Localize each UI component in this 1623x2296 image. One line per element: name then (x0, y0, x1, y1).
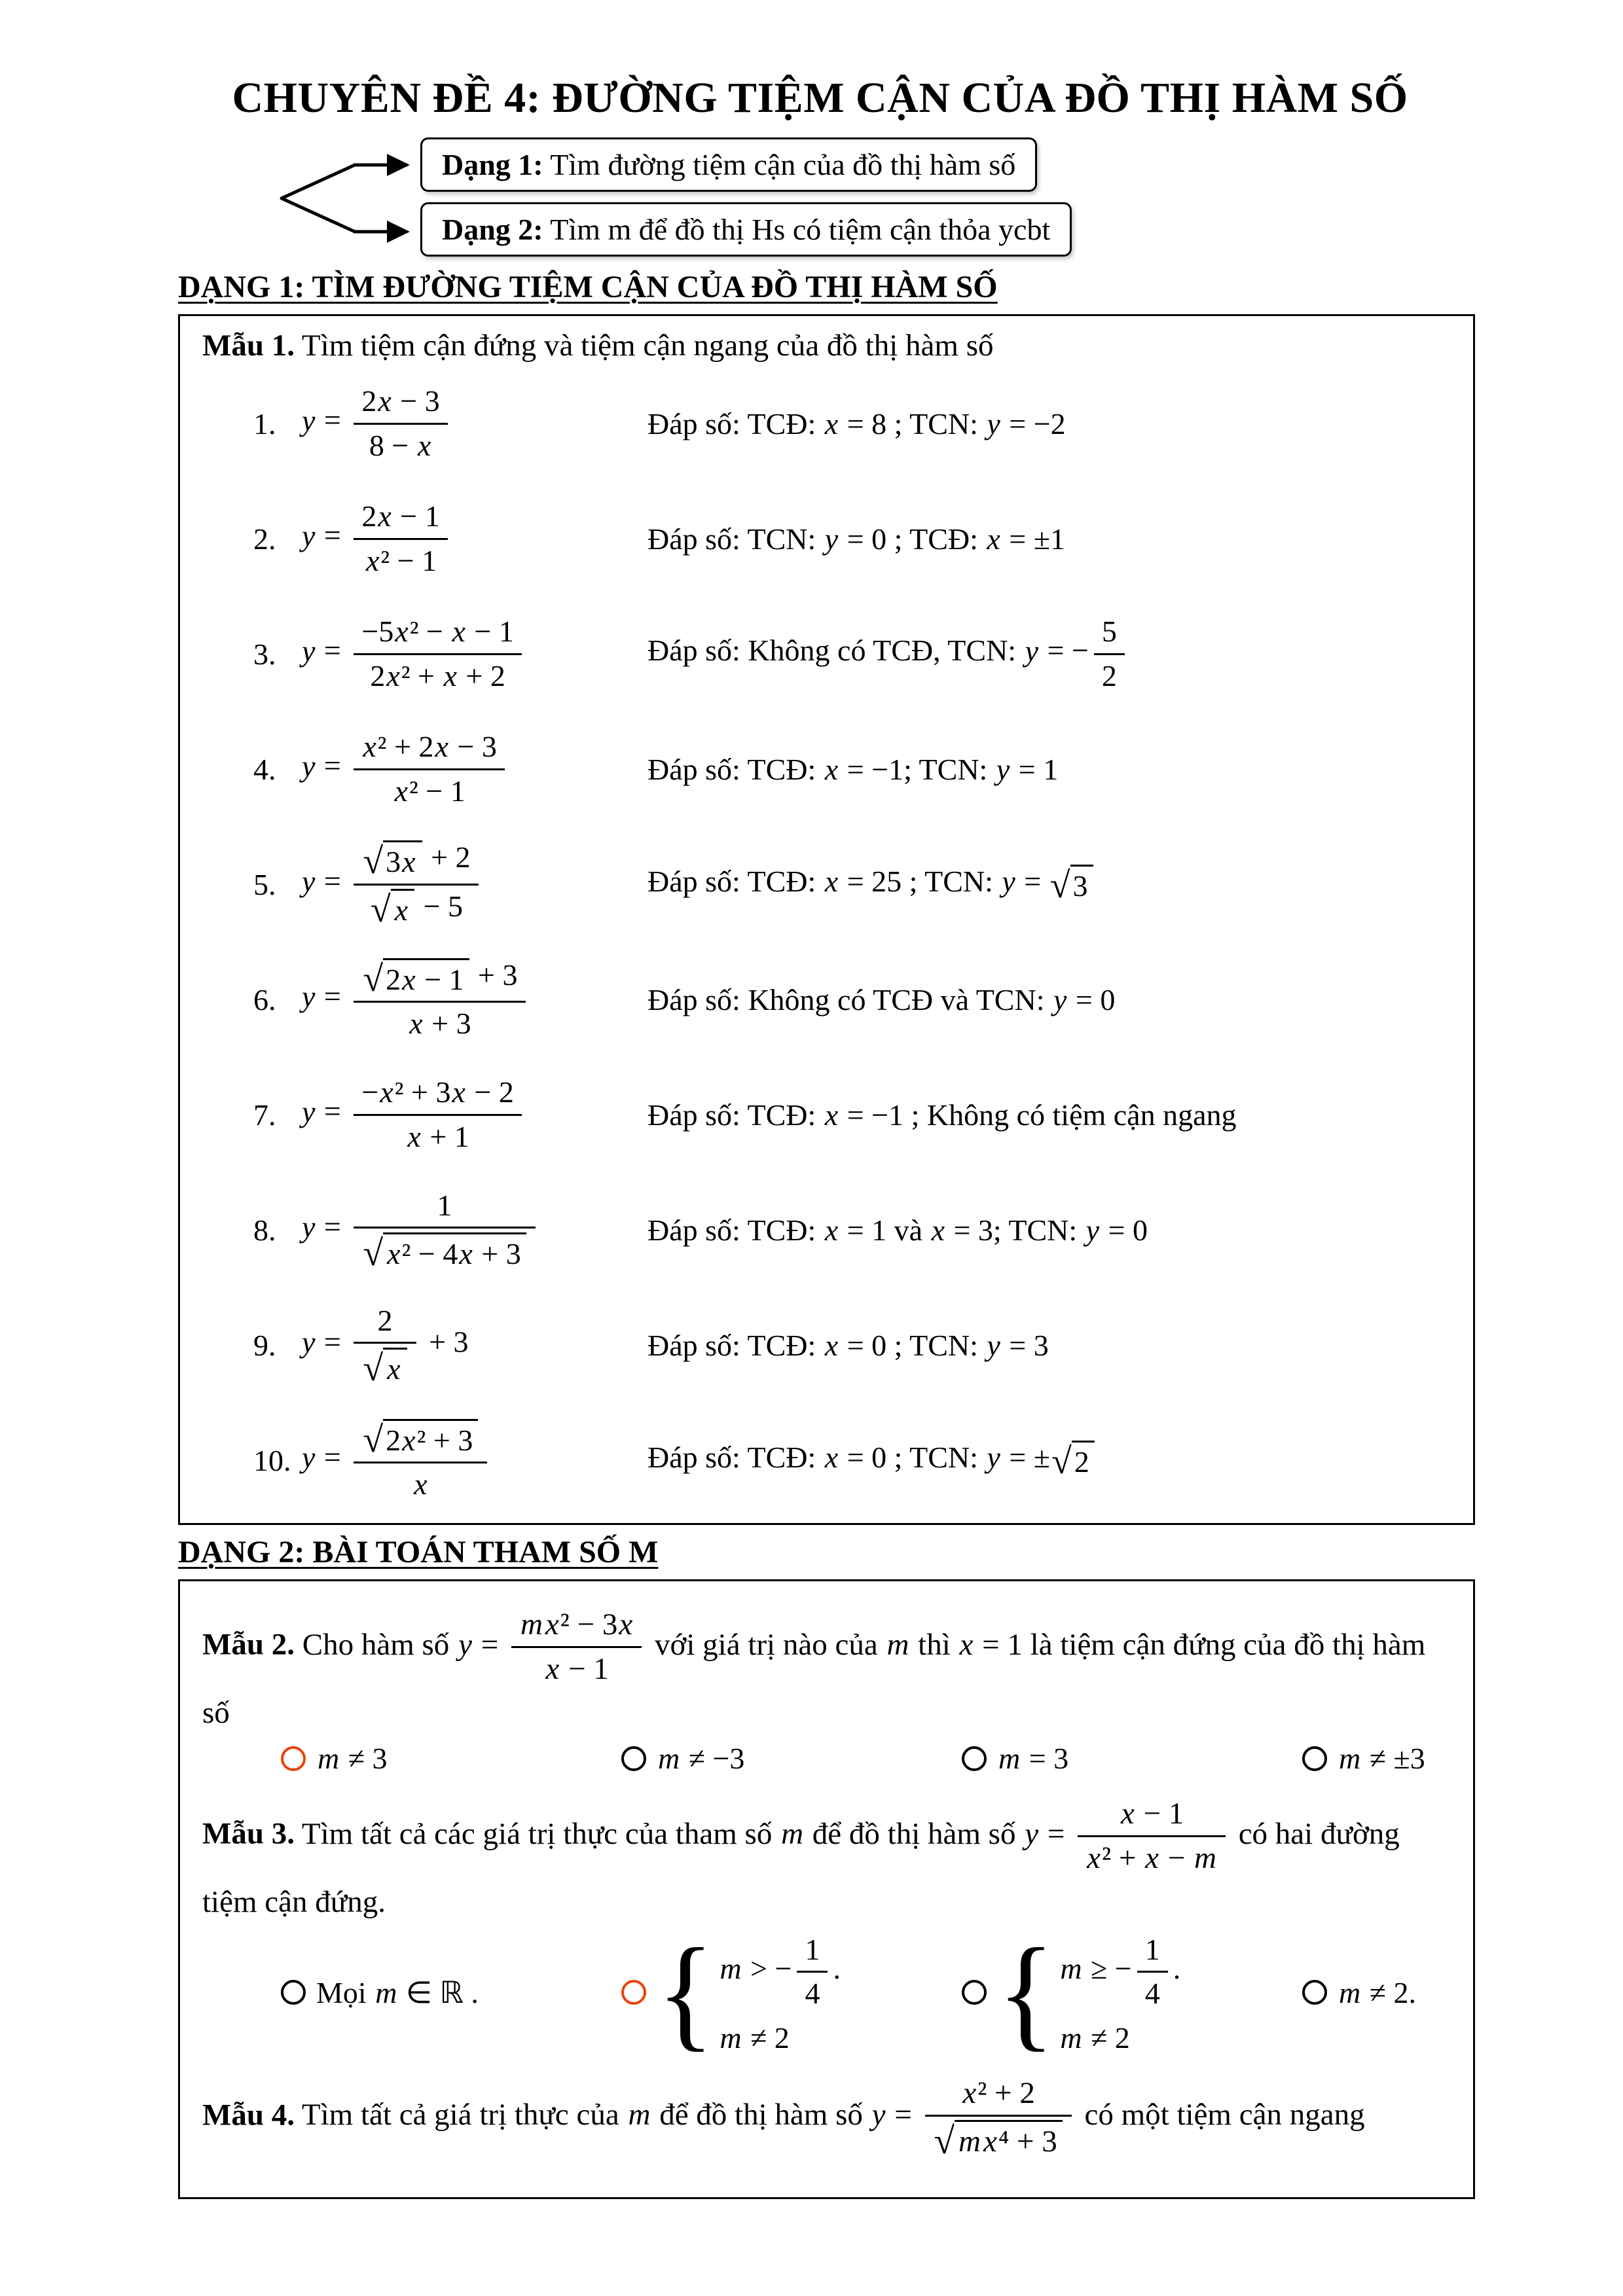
problem-answer: Đáp số: TCN: y = 0 ; TCĐ: x = ±1 (647, 522, 1065, 556)
option-circle-icon (621, 1746, 646, 1771)
problem-answer: Đáp số: TCĐ: x = −1; TCN: y = 1 (647, 752, 1059, 786)
page-title: CHUYÊN ĐỀ 4: ĐƯỜNG TIỆM CẬN CỦA ĐỒ THỊ HÀM SỐ (232, 74, 1408, 122)
problem-answer: Đáp số: Không có TCĐ và TCN: y = 0 (647, 982, 1116, 1016)
option-circle-icon (962, 1980, 987, 2005)
dang1-summary-box (420, 137, 1037, 192)
problem-answer: Đáp số: TCĐ: x = 0 ; TCN: y = 3 (647, 1328, 1049, 1362)
option-text: { m ≥ − $\frac{1}{4}$ . m ≠ 2 (997, 1922, 1181, 2062)
problem-number: 1. (253, 406, 276, 440)
problem-number: 10. (253, 1443, 291, 1477)
problem-row (202, 481, 1451, 596)
mau2-body: Cho hàm số y = $\frac{\text{mx² − 3x}}{x - 1}$ với giá trị nào của m thì x = 1 là tiệm cận đứng của đồ thị hàm số (202, 1628, 1425, 1730)
mau2-options-row (202, 1741, 1451, 1776)
problem-answer: Đáp số: TCĐ: x = 25 ; TCN: y = √ 3 (647, 864, 1451, 905)
problem-formula: y = $\frac{2x - 3}{8 - x}$ (301, 382, 647, 465)
problem-answer: Đáp số: TCĐ: x = 0 ; TCN: y = ± √ 2 (647, 1440, 1451, 1480)
answer-option (621, 1922, 962, 2062)
problem-row (202, 711, 1451, 827)
problem-row (202, 366, 1451, 481)
option-text: m ≠ 3 (318, 1742, 388, 1776)
problem-formula: y = √ 2x² + 3 x (301, 1416, 647, 1504)
answer-option (281, 1741, 621, 1776)
problem-row (202, 1403, 1451, 1518)
answer-option (281, 1975, 621, 2010)
problem-formula: y = √ 3x + 2 √ x − 5 (301, 838, 647, 930)
option-circle-icon (1302, 1980, 1327, 2005)
dang2-summary-text: Tìm m để đồ thị Hs có tiệm cận thỏa ycbt (543, 212, 1051, 246)
option-text: m = 3 (998, 1742, 1069, 1776)
mau1-header-text: Tìm tiệm cận đứng và tiệm cận ngang của đồ thị hàm số (295, 329, 994, 363)
mau2-label: Mẫu 2. (202, 1627, 295, 1662)
mau4-body: Tìm tất cả giá trị thực của m để đồ thị hàm số y = x² + 2 √ mx⁴ + 3 có một tiệm cận ngang (295, 2098, 1365, 2132)
option-text: m ≠ −3 (658, 1742, 745, 1776)
problem-number: 4. (253, 752, 276, 786)
problem-row (202, 1287, 1451, 1403)
option-circle-icon (1302, 1746, 1327, 1771)
mau4-label: Mẫu 4. (202, 2098, 295, 2132)
option-text: m ≠ 2. (1339, 1975, 1416, 2009)
problem-number: 8. (253, 1213, 276, 1247)
answer-option (962, 1741, 1302, 1776)
option-circle-icon (281, 1980, 306, 2005)
problem-formula: y = 1 √ x² − 4x + 3 (301, 1186, 647, 1274)
problem-number: 6. (253, 982, 276, 1016)
problem-formula: y = $\frac{\text{x² + 2x − 3}}{\text{x² − 1}}$ (301, 727, 647, 810)
problem-formula: y = √ 2x − 1 + 3 x + 3 (301, 956, 647, 1043)
dang1-summary-text: Tìm đường tiệm cận của đồ thị hàm số (543, 147, 1016, 181)
dang1-summary-label: Dạng 1: (442, 147, 543, 181)
dang2-content-box (178, 1579, 1475, 2199)
option-text: m ≠ ±3 (1339, 1742, 1425, 1776)
example-mau4 (202, 2073, 1451, 2162)
problem-row (202, 596, 1451, 711)
section2-heading: DẠNG 2: BÀI TOÁN THAM SỐ M (178, 1535, 659, 1570)
mau1-label: Mẫu 1. (202, 329, 295, 363)
problem-number: 3. (253, 637, 276, 671)
dang2-summary-label: Dạng 2: (442, 212, 543, 246)
problem-row (202, 1057, 1451, 1172)
problem-answer: Đáp số: Không có TCĐ, TCN: y = − $\frac{5}{2}$ (647, 612, 1451, 695)
option-text: Mọi m ∈ ℝ . (316, 1976, 479, 2010)
problem-formula: y = $\frac{\text{−x² + 3x − 2}}{x + 1}$ (301, 1073, 647, 1156)
problem-formula: y = $\frac{\text{−5x² − x − 1}}{\text{2x² + x + 2}}$ (301, 612, 647, 695)
mau3-body: Tìm tất cả các giá trị thực của tham số m để đồ thị hàm số y = $\frac{x - 1}{\text{x² + x − m}}$ có hai đường tiệm cận đứng. (202, 1817, 1400, 1919)
mau1-header (202, 328, 1451, 363)
problem-number: 9. (253, 1328, 276, 1362)
problem-number: 5. (253, 867, 276, 901)
mau3-options-row (202, 1922, 1451, 2062)
mau3-label: Mẫu 3. (202, 1816, 295, 1851)
problem-number: 7. (253, 1098, 276, 1132)
section1-heading: DẠNG 1: TÌM ĐƯỜNG TIỆM CẬN CỦA ĐỒ THỊ HÀM SỐ (178, 270, 998, 304)
option-circle-icon (281, 1746, 306, 1771)
problem-row (202, 942, 1451, 1057)
dang-summary-boxes (420, 137, 1072, 257)
problem-number: 2. (253, 522, 276, 556)
problem-row (202, 1172, 1451, 1287)
option-circle-icon (962, 1746, 987, 1771)
problem-formula: y = 2 √ x + 3 (301, 1301, 647, 1389)
overview-diagram (257, 136, 1475, 257)
option-circle-icon (621, 1980, 646, 2005)
problem-formula: y = $\frac{2x - 1}{\text{x² − 1}}$ (301, 497, 647, 580)
mau1-box (178, 314, 1475, 1525)
answer-option (1302, 1975, 1416, 2010)
answer-option (962, 1922, 1302, 2062)
example-mau3 (202, 1794, 1451, 1925)
dang2-summary-box (420, 202, 1072, 257)
answer-option (621, 1741, 962, 1776)
connector-arrows-icon (257, 136, 420, 257)
option-text: { m > − $\frac{1}{4}$ . m ≠ 2 (657, 1922, 841, 2062)
example-mau2 (202, 1605, 1451, 1736)
problem-answer: Đáp số: TCĐ: x = −1 ; Không có tiệm cận ngang (647, 1098, 1237, 1132)
problem-answer: Đáp số: TCĐ: x = 1 và x = 3; TCN: y = 0 (647, 1213, 1148, 1247)
answer-option (1302, 1741, 1425, 1776)
problem-row (202, 827, 1451, 942)
problem-answer: Đáp số: TCĐ: x = 8 ; TCN: y = −2 (647, 406, 1066, 440)
